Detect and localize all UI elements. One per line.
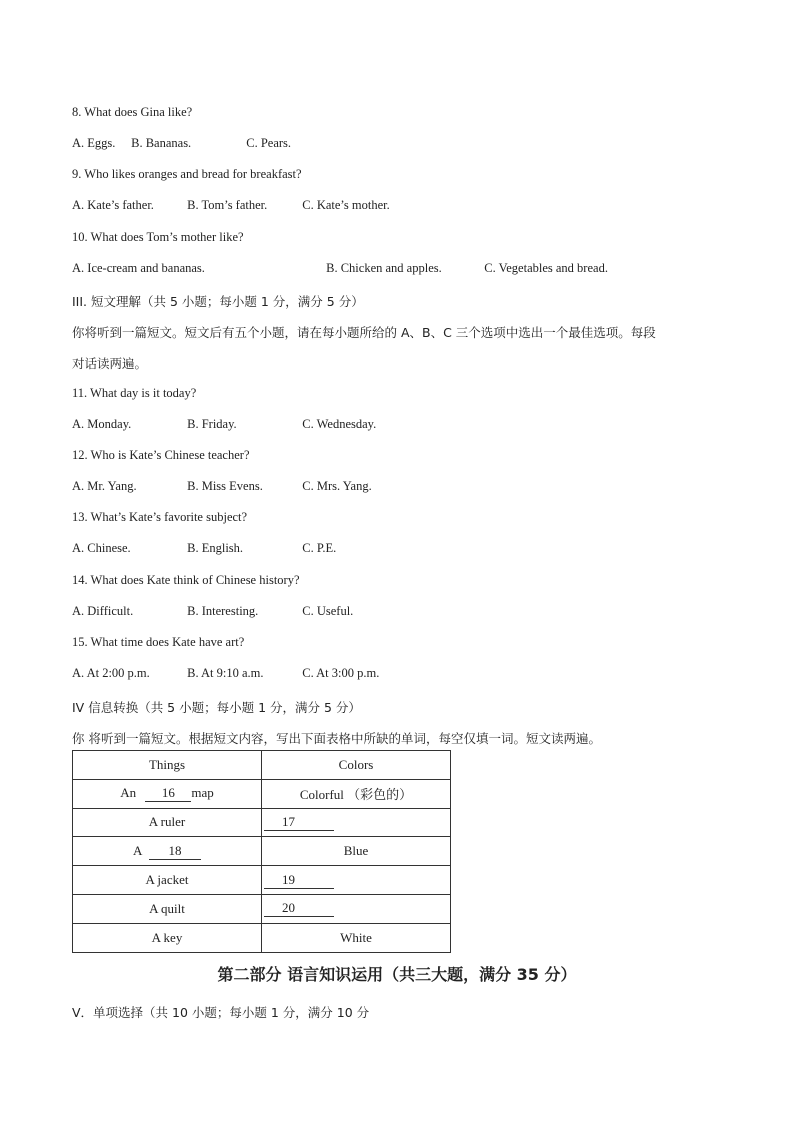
option-a: A. Ice-cream and bananas. — [72, 261, 205, 275]
color-cell: Blue — [262, 837, 451, 866]
table-row — [73, 866, 451, 895]
thing-cell: A key — [73, 923, 262, 952]
option-b: B. At 9:10 a.m. — [187, 666, 264, 680]
header-things: Things — [73, 751, 262, 780]
option-b: B. Chicken and apples. — [326, 261, 442, 275]
question-10: 10. What does Tom’s mother like? — [72, 230, 244, 244]
option-b: B. Interesting. — [187, 604, 259, 618]
blank-18[interactable]: 18 — [149, 843, 201, 860]
table-row — [73, 894, 451, 923]
option-b: B. English. — [187, 541, 244, 555]
section-3-heading: III. 短文理解（共 5 小题；每小题 1 分，满分 5 分） — [72, 294, 364, 309]
section-3-instruction-2: 对话读两遍。 — [72, 356, 148, 371]
option-c: C. P.E. — [302, 541, 337, 555]
question-14: 14. What does Kate think of Chinese history? — [72, 573, 300, 587]
table-row — [73, 923, 451, 952]
part-2-title: 第二部分 语言知识运用（共三大题，满分 35 分） — [217, 965, 577, 984]
color-cell — [262, 894, 451, 923]
color-cell: White — [262, 923, 451, 952]
blank-19[interactable]: 19 — [264, 872, 334, 889]
option-c: C. Useful. — [302, 604, 354, 618]
table-row — [73, 751, 451, 780]
blank-17[interactable]: 17 — [264, 814, 334, 831]
option-b: B. Bananas. — [131, 136, 192, 150]
options-10 — [72, 261, 608, 276]
thing-prefix: A — [133, 842, 142, 858]
thing-cell: A quilt — [73, 894, 262, 923]
section-4-heading: IV 信息转换（共 5 小题；每小题 1 分，满分 5 分） — [72, 700, 361, 715]
color-cell — [262, 866, 451, 895]
thing-cell: A jacket — [73, 866, 262, 895]
question-12: 12. Who is Kate’s Chinese teacher? — [72, 448, 250, 462]
thing-cell — [73, 837, 262, 866]
option-c: C. Pears. — [246, 136, 292, 150]
options-8 — [72, 136, 291, 151]
table-row — [73, 837, 451, 866]
option-a: A. At 2:00 p.m. — [72, 666, 150, 680]
section-5-heading: V．单项选择（共 10 小题；每小题 1 分，满分 10 分 — [72, 1005, 370, 1020]
thing-prefix: An — [120, 785, 137, 801]
option-c: C. At 3:00 p.m. — [302, 666, 380, 680]
question-9: 9. Who likes oranges and bread for breakfast? — [72, 167, 302, 181]
section-3-instruction-1: 你将听到一篇短文。短文后有五个小题，请在每小题所给的 A、B、C 三个选项中选出一个最佳选项。每段 — [72, 325, 656, 340]
option-a: A. Eggs. — [72, 136, 116, 150]
option-a: A. Difficult. — [72, 604, 134, 618]
info-table — [72, 750, 451, 953]
options-11 — [72, 417, 376, 432]
options-13 — [72, 541, 336, 556]
header-colors: Colors — [262, 751, 451, 780]
option-b: B. Friday. — [187, 417, 237, 431]
table-row — [73, 779, 451, 808]
option-a: A. Mr. Yang. — [72, 479, 137, 493]
color-cell: Colorful （彩色的） — [262, 779, 451, 808]
option-c: C. Kate’s mother. — [302, 198, 390, 212]
options-9 — [72, 198, 390, 213]
thing-suffix: map — [191, 785, 214, 801]
thing-cell: A ruler — [73, 808, 262, 837]
option-c: C. Mrs. Yang. — [302, 479, 372, 493]
question-13: 13. What’s Kate’s favorite subject? — [72, 510, 248, 524]
blank-16[interactable]: 16 — [145, 785, 191, 802]
options-14 — [72, 604, 353, 619]
table-row — [73, 808, 451, 837]
thing-cell — [73, 779, 262, 808]
option-a: A. Kate’s father. — [72, 198, 154, 212]
option-c: C. Vegetables and bread. — [484, 261, 608, 275]
options-12 — [72, 479, 372, 494]
option-a: A. Chinese. — [72, 541, 131, 555]
option-b: B. Tom’s father. — [187, 198, 268, 212]
question-8: 8. What does Gina like? — [72, 105, 193, 119]
question-15: 15. What time does Kate have art? — [72, 635, 245, 649]
options-15 — [72, 666, 379, 681]
option-b: B. Miss Evens. — [187, 479, 263, 493]
color-cell — [262, 808, 451, 837]
option-c: C. Wednesday. — [302, 417, 377, 431]
option-a: A. Monday. — [72, 417, 132, 431]
section-4-instruction: 你 将听到一篇短文。根据短文内容，写出下面表格中所缺的单词，每空仅填一词。短文读两遍。 — [72, 731, 601, 746]
blank-20[interactable]: 20 — [264, 900, 334, 917]
question-11: 11. What day is it today? — [72, 386, 197, 400]
